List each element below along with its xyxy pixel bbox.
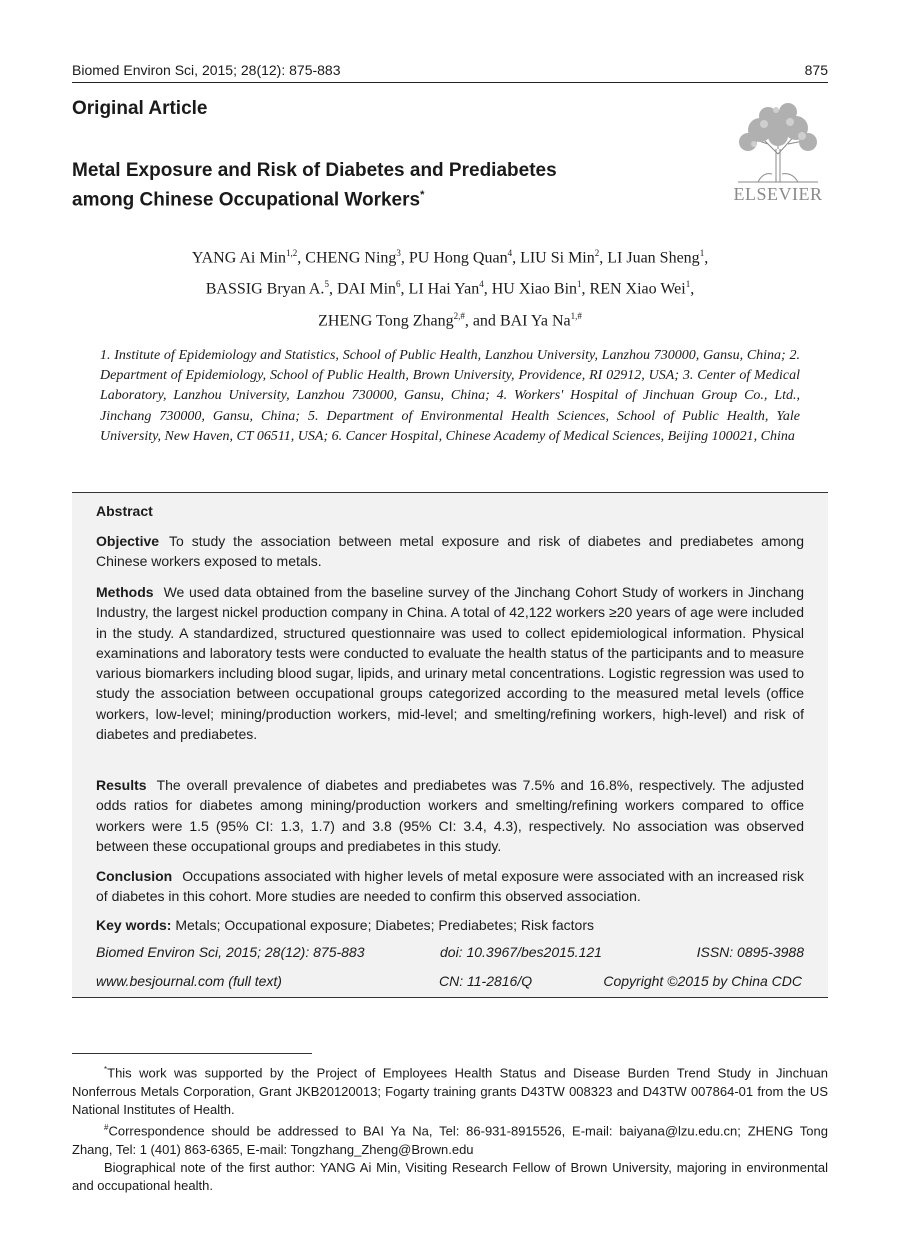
title-footnote-mark: * [420,189,425,201]
meta-row-2 [96,973,804,993]
abstract-heading: Abstract [96,503,153,519]
abstract-results [96,775,804,856]
title-line-2: among Chinese Occupational Workers [72,189,421,211]
author-separator: , [581,280,590,298]
abstract-methods [96,582,804,744]
author-affiliation: 1 [577,279,582,290]
correspondence-mark: # [104,1123,109,1133]
author-list [120,240,780,334]
footnotes [72,1061,828,1196]
objective-label: Objective [96,533,160,549]
author-separator: , [599,249,608,267]
article-type: Original Article [72,98,208,119]
keywords [96,915,804,935]
author-line-3 [120,303,780,334]
author-affiliation: 5 [324,279,329,290]
meta-issn: ISSN: 0895-3988 [696,944,804,960]
meta-cn: CN: 11-2816/Q [439,973,533,989]
running-header [72,62,828,83]
author-affiliation: 2 [594,248,600,258]
elsevier-tree-icon [728,94,828,204]
author-affiliation: 4 [507,248,513,258]
meta-citation: Biomed Environ Sci, 2015; 28(12): 875-883 [96,944,365,960]
author-affiliation: 4 [479,279,484,290]
author-affiliation: 1,2 [286,248,298,258]
affiliations: 1. Institute of Epidemiology and Statistics, School of Public Health, Lanzhou University, Lanzhou 730000, Gansu, China; 2. Department of Epidemiology, School of Public Health, Brown University, Providence, RI 02912, USA; 3. Center of Medical Laboratory, Lanzhou University, Lanzhou 730000, Gansu, China; 4. Workers' Hospital of Jinchuan Group Co., Ltd., Jinchang 730000, Gansu, China; 5. Department of Environmental Health Sciences, School of Public Health, Yale University, New Haven, CT 06511, USA; 6. Cancer Hospital, Chinese Academy of Medical Sciences, Beijing 100021, China [100,348,800,444]
funding-mark: * [104,1065,108,1074]
correspondence-text: Correspondence should be addressed to BAI Ya Na, Tel: 86-931-8915526, E-mail: baiyana@lzu.edu.cn; ZHENG Tong Zhang, Tel: 1 (401) 863-6365, E-mail: Tongzhang_Zheng@Brown.edu [72,1123,828,1157]
conclusion-label: Conclusion [96,868,173,884]
bio-footnote [72,1159,828,1196]
author: ZHENG Tong Zhang [318,311,454,329]
author-affiliation: 1,# [570,310,582,321]
conclusion-text: Occupations associated with higher levels of metal exposure were associated with an increased risk of diabetes in this cohort. More studies are needed to confirm this observed association. [96,868,804,905]
methods-text: We used data obtained from the baseline survey of the Jinchang Cohort Study of workers in Jinchang Industry, the largest nickel production company in China. A total of 42,122 workers ≥20 years of age were included in the study. A standardized, structured questionnaire was used to collect epidemiological information. Physical examinations and laboratory tests were conducted to evaluate the health status of the participants and to measure various biomarkers including blood sugar, lipids, and urinary metal concentrations. Logistic regression was used to study the association between occupational groups categorized according to the measured metal levels (office workers, low-level; mining/production workers, mid-level; and smelting/refining workers, high-level) and risk of diabetes and prediabetes. [96,584,804,743]
bio-text: Biographical note of the first author: YANG Ai Min, Visiting Research Fellow of Brown University, majoring in environmental and occupational health. [72,1160,828,1194]
page-number: 875 [804,62,828,78]
meta-website[interactable]: www.besjournal.com (full text) [96,973,282,989]
author-affiliation: 2,# [453,310,465,321]
results-label: Results [96,777,147,793]
elsevier-wordmark: ELSEVIER [733,184,823,204]
author: BAI Ya Na [499,311,571,329]
author-separator: , [400,249,409,267]
author-affiliation: 6 [396,279,401,290]
author-separator: , [512,249,521,267]
author: LI Hai Yan [408,280,480,298]
author-separator: , [297,249,306,267]
author: CHENG Ning [305,249,397,267]
objective-text: To study the association between metal exposure and risk of diabetes and prediabetes among Chinese workers exposed to metals. [96,533,804,570]
abstract-conclusion [96,866,804,907]
author: BASSIG Bryan A. [205,280,325,298]
meta-doi[interactable]: doi: 10.3967/bes2015.121 [440,944,602,960]
funding-text: This work was supported by the Project of Employees Health Status and Disease Burden Trend Study in Jinchuan Nonferrous Metals Corporation, Grant JKB20120013; Fogarty training grants D43TW 008323 and D43TW 007864-01 from the US National Institutes of Health. [72,1065,828,1117]
author-line-1 [120,240,780,271]
author: REN Xiao Wei [589,280,686,298]
author: PU Hong Quan [408,249,508,267]
header-citation: Biomed Environ Sci, 2015; 28(12): 875-883 [72,62,341,78]
author-separator: , [483,280,492,298]
author-separator: , [690,280,695,298]
author-separator: , and [464,311,500,329]
meta-copyright: Copyright ©2015 by China CDC [603,973,802,989]
correspondence-footnote [72,1119,828,1159]
methods-label: Methods [96,584,154,600]
keywords-label: Key words: [96,917,172,933]
author-affiliation: 3 [396,248,401,258]
author-separator: , [400,280,409,298]
author-line-2 [120,271,780,302]
author: LI Juan Sheng [607,249,700,267]
title-line-1: Metal Exposure and Risk of Diabetes and Prediabetes [72,160,557,181]
results-text: The overall prevalence of diabetes and prediabetes was 7.5% and 16.8%, respectively. The adjusted odds ratios for diabetes among mining/production workers and smelting/refining workers compared to office workers were 1.5 (95% CI: 1.3, 1.7) and 3.8 (95% CI: 3.4, 4.3), respectively. No association was observed between these occupational groups and prediabetes in this study. [96,777,804,854]
author: YANG Ai Min [191,249,287,267]
footnote-divider [72,1053,312,1054]
article-title [72,158,672,212]
author: DAI Min [336,280,397,298]
author: LIU Si Min [520,249,595,267]
funding-footnote [72,1061,828,1119]
abstract-objective [96,531,804,572]
abstract-box [72,492,828,998]
meta-row-1 [96,944,804,964]
author-affiliation: 1 [685,279,691,290]
elsevier-logo [728,94,828,204]
author-separator: , [704,249,709,267]
author-separator: , [328,280,337,298]
author: HU Xiao Bin [491,280,578,298]
keywords-text: Metals; Occupational exposure; Diabetes; Prediabetes; Risk factors [175,917,595,933]
author-affiliation: 1 [699,248,705,258]
